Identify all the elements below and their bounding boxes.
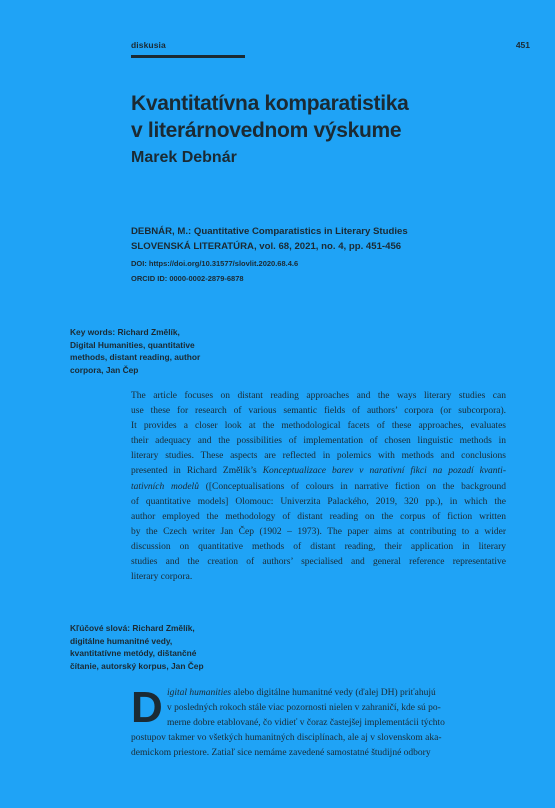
keywords-slovak bbox=[70, 622, 250, 673]
book-title: Konceptualizace barev v narativní fikci na pozadí kvanti- bbox=[262, 466, 506, 477]
keywords-line: digitálne humanitné vedy, bbox=[70, 635, 173, 646]
abstract-text: presented in Richard Změlík’s bbox=[131, 466, 263, 477]
book-title: tativních modelů bbox=[131, 481, 199, 492]
body-line: v posledných rokoch stále viac pozornosti nielen v zahraničí, kde sú po- bbox=[167, 703, 441, 714]
keywords-line: Key words: Richard Změlík, bbox=[70, 327, 180, 337]
body-line: demickom priestore. Zatiaľ sice nemáme zavedené samostatné študijné odbory bbox=[131, 748, 431, 759]
body-text-span: alebo digitálne humanitné vedy (ďalej DH) priťahujú bbox=[231, 688, 436, 698]
keywords-line: Kľúčové slová: Richard Změlík, bbox=[70, 623, 195, 633]
italic-term: igital humanities bbox=[167, 688, 232, 698]
drop-cap: D bbox=[131, 683, 163, 732]
section-rule bbox=[131, 55, 245, 58]
body-text bbox=[131, 683, 506, 761]
body-line bbox=[131, 686, 506, 701]
keywords-line: kvantitatívne metódy, dištančné bbox=[70, 648, 197, 659]
keywords-line: corpora, Jan Čep bbox=[70, 365, 139, 376]
keywords-line: methods, distant reading, author bbox=[70, 352, 201, 363]
abstract-line bbox=[131, 480, 506, 495]
abstract-line: by the Czech writer Jan Čep (1902 – 1973). The paper aims at contributing to a wider bbox=[131, 526, 506, 537]
abstract-line: use these for research of various semantic fields of authors’ corpora (or subcorpora). bbox=[131, 406, 506, 417]
citation-line-1: DEBNÁR, M.: Quantitative Comparatistics in Literary Studies bbox=[131, 226, 408, 237]
section-label: diskusia bbox=[131, 40, 166, 50]
article-title bbox=[131, 90, 531, 144]
keywords-line: čítanie, autorský korpus, Jan Čep bbox=[70, 661, 204, 672]
orcid-id: ORCID ID: 0000-0002-2879-6878 bbox=[131, 274, 244, 283]
page-number: 451 bbox=[515, 40, 530, 50]
body-line: merne dobre etablované, čo vidieť v čoraz častejšej implementácii týchto bbox=[167, 718, 445, 729]
abstract-line: literary studies. These aspects are reflected in polemics with methods and conclusions bbox=[131, 451, 506, 462]
abstract bbox=[131, 389, 506, 585]
keywords-english bbox=[70, 326, 250, 377]
abstract-line: literary corpora. bbox=[131, 572, 193, 583]
body-line: postupov takmer vo všetkých humanitných disciplínach, ale aj v slovenskom aka- bbox=[131, 733, 442, 744]
author-name: Marek Debnár bbox=[131, 149, 237, 166]
title-line-2: v literárnovednom výskume bbox=[131, 119, 402, 142]
abstract-line: studies and the creation of authors’ specialised and general reference representative bbox=[131, 557, 506, 568]
citation-block bbox=[131, 224, 531, 286]
abstract-line: discussion on quantitative methods of distant reading, their application in literary bbox=[131, 541, 506, 552]
keywords-line: Digital Humanities, quantitative bbox=[70, 339, 195, 350]
abstract-line: their adequacy and the possibilities of implementation of chosen linguistic methods in bbox=[131, 436, 506, 447]
doi-link[interactable]: DOI: https://doi.org/10.31577/slovlit.2020.68.4.6 bbox=[131, 259, 299, 268]
abstract-line: of quantitative models] Olomouc: Univerzita Palackého, 2019, 320 pp.), in which the bbox=[131, 496, 506, 507]
abstract-line bbox=[131, 464, 506, 479]
abstract-line: author employed the methodology of distant reading on the corpus of fiction written bbox=[131, 511, 506, 522]
abstract-line: The article focuses on distant reading approaches and the ways literary studies can bbox=[131, 391, 506, 401]
abstract-text: ([Conceptualisations of colours in narrative fiction on the background bbox=[198, 481, 506, 492]
abstract-line: It provides a closer look at the methodological facets of these approaches, evaluates bbox=[131, 421, 506, 432]
title-line-1: Kvantitatívna komparatistika bbox=[131, 92, 409, 115]
citation-line-2: SLOVENSKÁ LITERATÚRA, vol. 68, 2021, no. 4, pp. 451-456 bbox=[131, 241, 402, 252]
